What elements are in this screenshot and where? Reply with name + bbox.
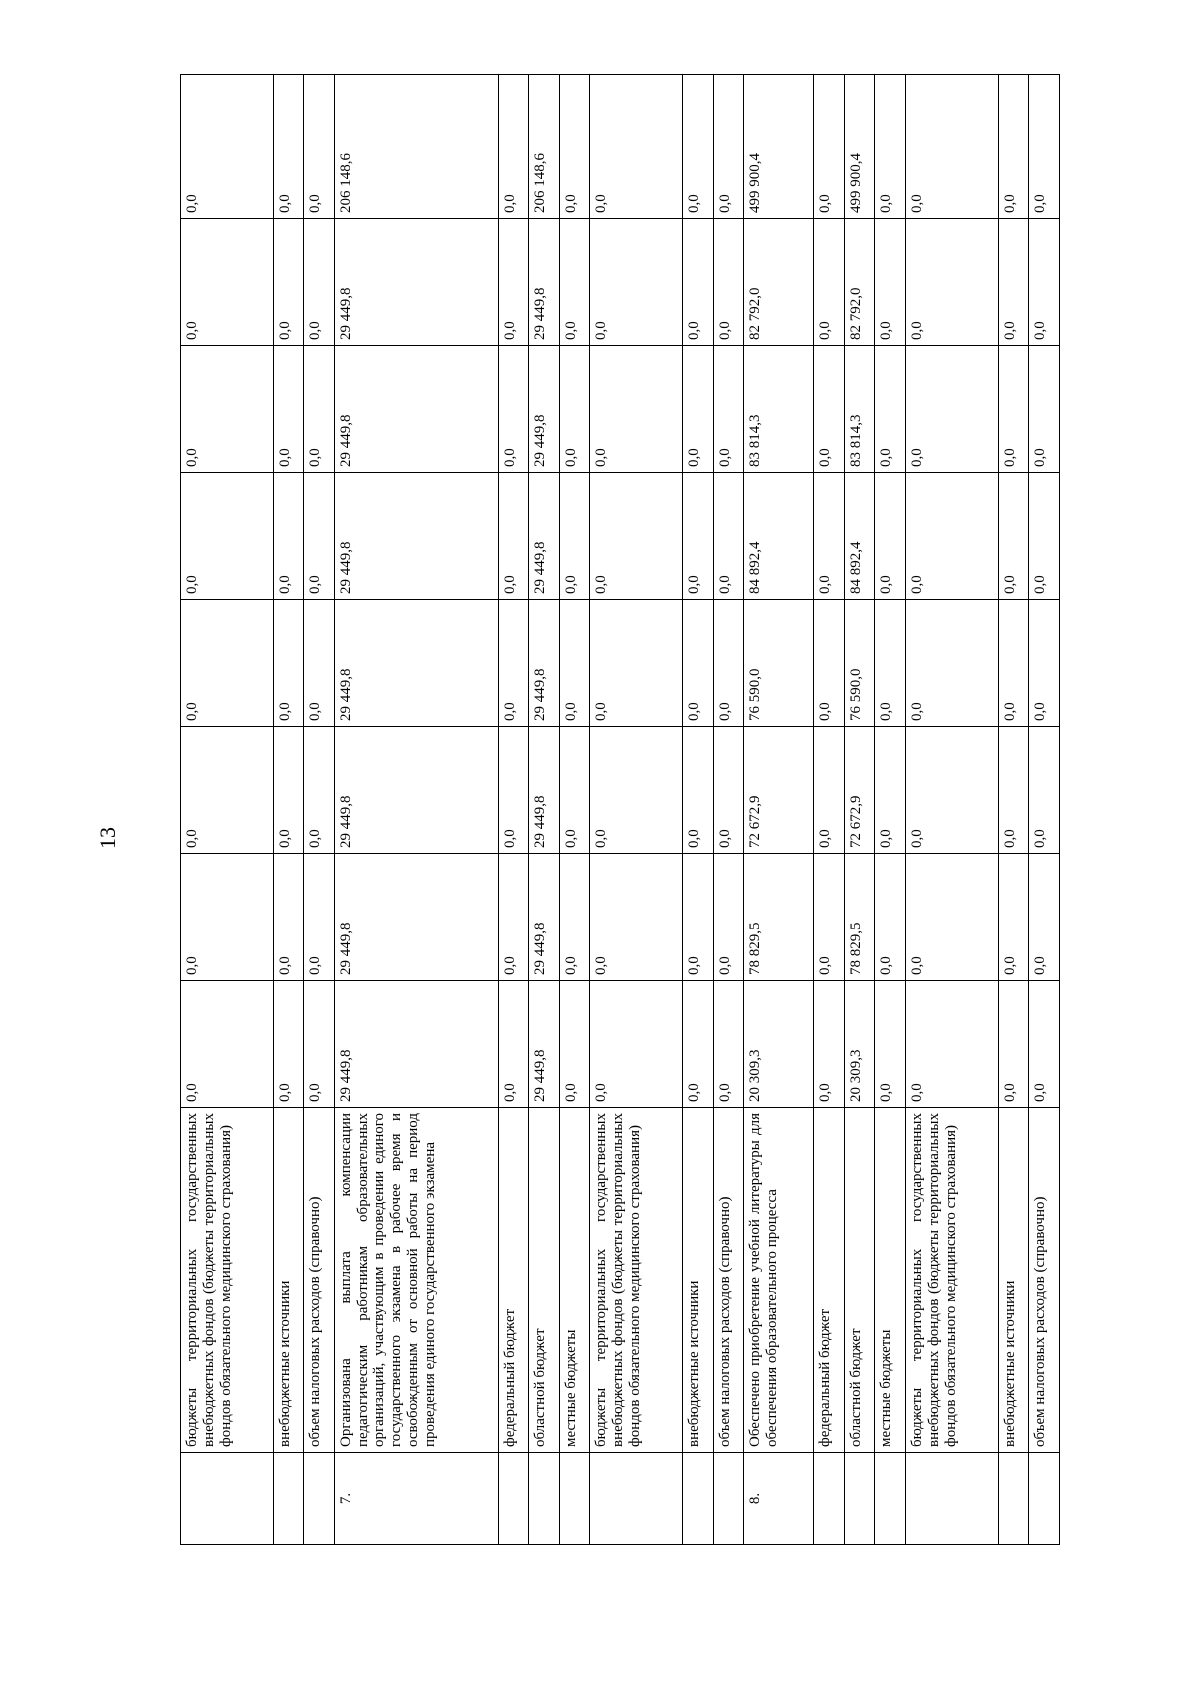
value-cell: 0,0 xyxy=(304,219,335,346)
value-cell: 0,0 xyxy=(998,981,1029,1108)
value-cell: 76 590,0 xyxy=(744,600,814,727)
value-cell: 0,0 xyxy=(814,346,845,473)
value-cell: 0,0 xyxy=(1029,473,1060,600)
table-row xyxy=(498,75,529,1545)
value-cell: 0,0 xyxy=(181,473,274,600)
row-label-cell: Обеспечено приобретение учебной литературы для обеспечения образовательного процесса xyxy=(744,1108,814,1453)
value-cell: 29 449,8 xyxy=(334,727,498,854)
value-cell: 0,0 xyxy=(998,219,1029,346)
row-index-cell xyxy=(713,1453,744,1545)
table-body xyxy=(181,75,1060,1545)
row-index-cell xyxy=(998,1453,1029,1545)
value-cell: 0,0 xyxy=(713,219,744,346)
value-cell: 206 148,6 xyxy=(529,75,560,219)
row-index-cell xyxy=(529,1453,560,1545)
row-label-cell: Организована выплата компенсации педагогическим работникам образовательных организаций, участвующим в проведении единого государственного экзамена в рабочее время и освобожденным от основной работы на период проведения единого государственного экзамена xyxy=(334,1108,498,1453)
value-cell: 0,0 xyxy=(905,473,998,600)
row-label-cell: бюджеты территориальных государственных внебюджетных фондов (бюджеты территориальных фондов обязательного медицинского страхования) xyxy=(181,1108,274,1453)
row-index-cell xyxy=(844,1453,875,1545)
value-cell: 0,0 xyxy=(273,346,304,473)
row-label-cell: местные бюджеты xyxy=(875,1108,906,1453)
value-cell: 0,0 xyxy=(1029,219,1060,346)
budget-table xyxy=(180,74,1060,1545)
table-row xyxy=(590,75,683,1545)
value-cell: 0,0 xyxy=(814,981,845,1108)
value-cell: 29 449,8 xyxy=(529,727,560,854)
row-label-cell: внебюджетные источники xyxy=(998,1108,1029,1453)
value-cell: 0,0 xyxy=(998,600,1029,727)
value-cell: 29 449,8 xyxy=(334,219,498,346)
value-cell: 0,0 xyxy=(1029,981,1060,1108)
table-row xyxy=(683,75,714,1545)
value-cell: 29 449,8 xyxy=(529,981,560,1108)
value-cell: 29 449,8 xyxy=(334,346,498,473)
value-cell: 0,0 xyxy=(713,854,744,981)
row-index-cell xyxy=(875,1453,906,1545)
value-cell: 0,0 xyxy=(304,854,335,981)
value-cell: 0,0 xyxy=(713,473,744,600)
value-cell: 0,0 xyxy=(683,727,714,854)
table-row xyxy=(181,75,274,1545)
table-row xyxy=(273,75,304,1545)
value-cell: 0,0 xyxy=(905,346,998,473)
table-row xyxy=(875,75,906,1545)
row-index-cell xyxy=(273,1453,304,1545)
value-cell: 0,0 xyxy=(713,75,744,219)
value-cell: 82 792,0 xyxy=(744,219,814,346)
value-cell: 0,0 xyxy=(814,473,845,600)
value-cell: 0,0 xyxy=(1029,727,1060,854)
value-cell: 20 309,3 xyxy=(844,981,875,1108)
value-cell: 0,0 xyxy=(181,854,274,981)
value-cell: 0,0 xyxy=(683,600,714,727)
row-index-cell xyxy=(304,1453,335,1545)
rotated-table-container xyxy=(180,75,1060,1545)
value-cell: 0,0 xyxy=(683,75,714,219)
value-cell: 0,0 xyxy=(559,473,590,600)
row-index-cell xyxy=(683,1453,714,1545)
value-cell: 0,0 xyxy=(1029,346,1060,473)
value-cell: 0,0 xyxy=(304,727,335,854)
value-cell: 20 309,3 xyxy=(744,981,814,1108)
value-cell: 29 449,8 xyxy=(334,854,498,981)
value-cell: 0,0 xyxy=(875,219,906,346)
value-cell: 29 449,8 xyxy=(334,981,498,1108)
row-label-cell: областной бюджет xyxy=(844,1108,875,1453)
table-row xyxy=(559,75,590,1545)
table-row xyxy=(744,75,814,1545)
value-cell: 0,0 xyxy=(559,854,590,981)
value-cell: 0,0 xyxy=(814,219,845,346)
value-cell: 0,0 xyxy=(905,727,998,854)
value-cell: 0,0 xyxy=(998,854,1029,981)
value-cell: 29 449,8 xyxy=(529,600,560,727)
value-cell: 0,0 xyxy=(683,981,714,1108)
value-cell: 0,0 xyxy=(181,600,274,727)
row-label-cell: объем налоговых расходов (справочно) xyxy=(713,1108,744,1453)
value-cell: 0,0 xyxy=(905,75,998,219)
value-cell: 83 814,3 xyxy=(744,346,814,473)
row-index-cell xyxy=(559,1453,590,1545)
value-cell: 0,0 xyxy=(559,981,590,1108)
value-cell: 0,0 xyxy=(181,219,274,346)
value-cell: 0,0 xyxy=(559,727,590,854)
row-index-cell xyxy=(905,1453,998,1545)
row-index-cell: 7. xyxy=(334,1453,498,1545)
row-label-cell: внебюджетные источники xyxy=(683,1108,714,1453)
row-index-cell xyxy=(814,1453,845,1545)
value-cell: 0,0 xyxy=(498,219,529,346)
value-cell: 0,0 xyxy=(814,727,845,854)
page-number: 13 xyxy=(95,827,120,849)
table-row xyxy=(844,75,875,1545)
value-cell: 0,0 xyxy=(273,219,304,346)
value-cell: 0,0 xyxy=(875,727,906,854)
value-cell: 0,0 xyxy=(498,346,529,473)
value-cell: 0,0 xyxy=(304,473,335,600)
value-cell: 82 792,0 xyxy=(844,219,875,346)
value-cell: 499 900,4 xyxy=(844,75,875,219)
value-cell: 0,0 xyxy=(683,346,714,473)
value-cell: 0,0 xyxy=(875,346,906,473)
value-cell: 0,0 xyxy=(559,219,590,346)
value-cell: 0,0 xyxy=(498,854,529,981)
value-cell: 0,0 xyxy=(590,854,683,981)
value-cell: 83 814,3 xyxy=(844,346,875,473)
value-cell: 0,0 xyxy=(1029,600,1060,727)
value-cell: 76 590,0 xyxy=(844,600,875,727)
value-cell: 29 449,8 xyxy=(529,854,560,981)
value-cell: 499 900,4 xyxy=(744,75,814,219)
value-cell: 0,0 xyxy=(875,600,906,727)
value-cell: 0,0 xyxy=(1029,75,1060,219)
value-cell: 0,0 xyxy=(273,854,304,981)
table-row xyxy=(304,75,335,1545)
value-cell: 29 449,8 xyxy=(529,473,560,600)
value-cell: 0,0 xyxy=(814,600,845,727)
value-cell: 0,0 xyxy=(713,981,744,1108)
value-cell: 0,0 xyxy=(814,854,845,981)
table-row xyxy=(998,75,1029,1545)
row-index-cell: 8. xyxy=(744,1453,814,1545)
value-cell: 0,0 xyxy=(590,75,683,219)
value-cell: 0,0 xyxy=(713,600,744,727)
value-cell: 29 449,8 xyxy=(529,219,560,346)
table-row xyxy=(905,75,998,1545)
value-cell: 0,0 xyxy=(875,75,906,219)
row-label-cell: федеральный бюджет xyxy=(498,1108,529,1453)
value-cell: 0,0 xyxy=(181,727,274,854)
value-cell: 0,0 xyxy=(875,854,906,981)
row-label-cell: бюджеты территориальных государственных внебюджетных фондов (бюджеты территориальных фондов обязательного медицинского страхования) xyxy=(590,1108,683,1453)
value-cell: 0,0 xyxy=(683,219,714,346)
value-cell: 0,0 xyxy=(814,75,845,219)
value-cell: 72 672,9 xyxy=(844,727,875,854)
value-cell: 0,0 xyxy=(273,473,304,600)
row-index-cell xyxy=(181,1453,274,1545)
value-cell: 0,0 xyxy=(498,473,529,600)
value-cell: 0,0 xyxy=(590,473,683,600)
value-cell: 84 892,4 xyxy=(844,473,875,600)
value-cell: 0,0 xyxy=(498,727,529,854)
value-cell: 0,0 xyxy=(181,346,274,473)
row-label-cell: объем налоговых расходов (справочно) xyxy=(304,1108,335,1453)
value-cell: 0,0 xyxy=(304,346,335,473)
value-cell: 0,0 xyxy=(273,600,304,727)
row-label-cell: бюджеты территориальных государственных внебюджетных фондов (бюджеты территориальных фондов обязательного медицинского страхования) xyxy=(905,1108,998,1453)
value-cell: 0,0 xyxy=(498,981,529,1108)
value-cell: 0,0 xyxy=(713,346,744,473)
value-cell: 0,0 xyxy=(905,981,998,1108)
row-index-cell xyxy=(498,1453,529,1545)
value-cell: 0,0 xyxy=(590,981,683,1108)
row-label-cell: объем налоговых расходов (справочно) xyxy=(1029,1108,1060,1453)
value-cell: 0,0 xyxy=(559,600,590,727)
value-cell: 0,0 xyxy=(590,727,683,854)
value-cell: 0,0 xyxy=(498,600,529,727)
value-cell: 0,0 xyxy=(304,75,335,219)
row-label-cell: областной бюджет xyxy=(529,1108,560,1453)
value-cell: 0,0 xyxy=(683,473,714,600)
value-cell: 0,0 xyxy=(181,75,274,219)
table-row xyxy=(1029,75,1060,1545)
value-cell: 72 672,9 xyxy=(744,727,814,854)
value-cell: 78 829,5 xyxy=(844,854,875,981)
value-cell: 206 148,6 xyxy=(334,75,498,219)
value-cell: 0,0 xyxy=(304,600,335,727)
table-row xyxy=(814,75,845,1545)
value-cell: 0,0 xyxy=(273,981,304,1108)
value-cell: 0,0 xyxy=(998,346,1029,473)
value-cell: 0,0 xyxy=(559,75,590,219)
value-cell: 0,0 xyxy=(181,981,274,1108)
value-cell: 0,0 xyxy=(905,600,998,727)
value-cell: 29 449,8 xyxy=(334,473,498,600)
row-label-cell: местные бюджеты xyxy=(559,1108,590,1453)
value-cell: 0,0 xyxy=(875,473,906,600)
value-cell: 0,0 xyxy=(590,219,683,346)
value-cell: 0,0 xyxy=(304,981,335,1108)
row-label-cell: внебюджетные источники xyxy=(273,1108,304,1453)
value-cell: 0,0 xyxy=(590,600,683,727)
value-cell: 0,0 xyxy=(498,75,529,219)
value-cell: 0,0 xyxy=(998,473,1029,600)
value-cell: 0,0 xyxy=(273,75,304,219)
value-cell: 0,0 xyxy=(905,854,998,981)
value-cell: 0,0 xyxy=(273,727,304,854)
row-label-cell: федеральный бюджет xyxy=(814,1108,845,1453)
row-index-cell xyxy=(1029,1453,1060,1545)
value-cell: 0,0 xyxy=(905,219,998,346)
value-cell: 0,0 xyxy=(713,727,744,854)
value-cell: 0,0 xyxy=(559,346,590,473)
value-cell: 29 449,8 xyxy=(529,346,560,473)
value-cell: 29 449,8 xyxy=(334,600,498,727)
table-row xyxy=(713,75,744,1545)
value-cell: 0,0 xyxy=(1029,854,1060,981)
value-cell: 0,0 xyxy=(590,346,683,473)
value-cell: 78 829,5 xyxy=(744,854,814,981)
value-cell: 0,0 xyxy=(998,727,1029,854)
row-index-cell xyxy=(590,1453,683,1545)
value-cell: 0,0 xyxy=(683,854,714,981)
table-row xyxy=(529,75,560,1545)
table-row xyxy=(334,75,498,1545)
value-cell: 0,0 xyxy=(998,75,1029,219)
value-cell: 84 892,4 xyxy=(744,473,814,600)
value-cell: 0,0 xyxy=(875,981,906,1108)
